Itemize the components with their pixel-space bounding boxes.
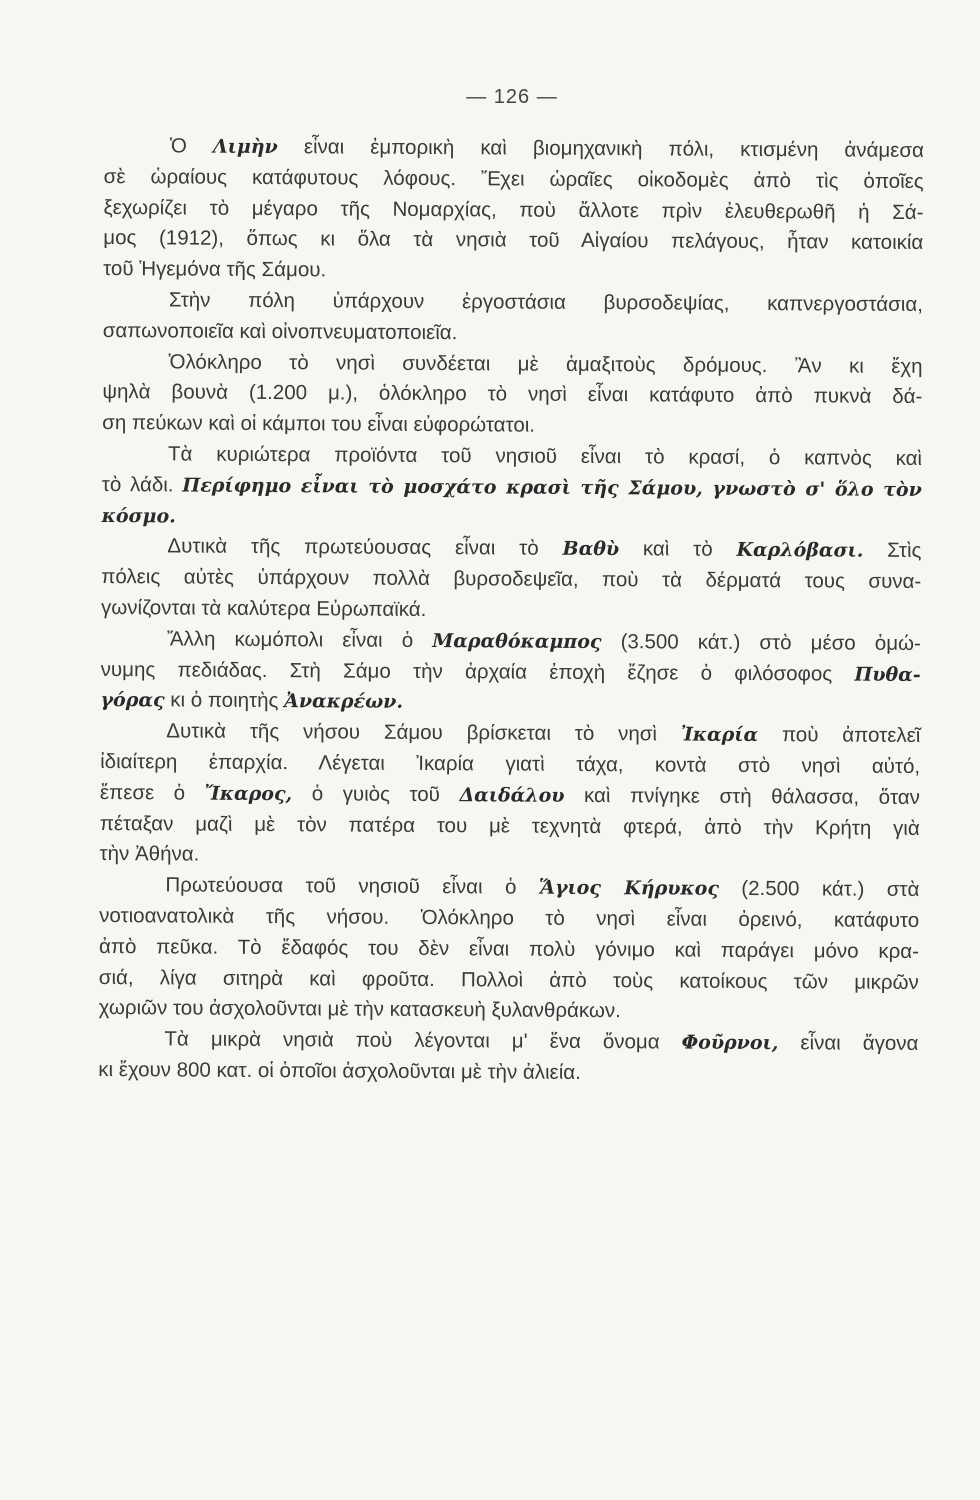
text-run: Δυτικὰ τῆς νήσου Σάμου βρίσκεται τὸ νησὶ xyxy=(166,719,681,746)
text-line xyxy=(101,655,921,691)
emphasized-name: Πυθα- xyxy=(854,663,921,686)
text-line xyxy=(103,193,923,229)
text-run: (2.500 κάτ.) στὰ xyxy=(718,876,920,902)
text-run: ἔπεσε ὁ xyxy=(99,780,205,805)
emphasized-name: Ἴκαρος, xyxy=(204,782,293,805)
text-line xyxy=(99,870,919,906)
text-run: εἶναι ἐμπορικὴ καὶ βιομηχανικὴ πόλι, κτισμένη ἀνάμεσα xyxy=(277,135,924,163)
text-line xyxy=(101,531,921,567)
text-run: τοῦ Ἡγεμόνα τῆς Σάμου. xyxy=(103,257,327,282)
emphasized-name: Ἰκαρία xyxy=(680,723,759,747)
text-line xyxy=(102,439,922,475)
text-run: χωριῶν του ἀσχολοῦνται μὲ τὴν κατασκευὴ ξυλανθράκων. xyxy=(98,996,621,1023)
text-line xyxy=(102,408,922,444)
text-line xyxy=(102,347,922,383)
text-run: σὲ ὡραίους κατάφυτους λόφους. Ἔχει ὡραῖες οἰκοδομὲς ἀπὸ τὶς ὁποῖες xyxy=(103,164,924,193)
text-run: μος (1912), ὅπως κι ὅλα τὰ νησιὰ τοῦ Αἰγαίου πελάγους, ἦταν κατοικία xyxy=(103,226,924,255)
emphasized-name: Ἀνακρέων. xyxy=(284,690,404,714)
text-line xyxy=(98,1024,918,1060)
text-line xyxy=(103,285,923,321)
emphasized-name: κόσμο. xyxy=(101,504,176,528)
text-run: σαπωνοποιεῖα καὶ οἰνοπνευματοποιεῖα. xyxy=(102,318,458,344)
text-line xyxy=(101,562,921,598)
text-line xyxy=(103,316,923,352)
text-run: Δυτικὰ τῆς πρωτεύουσας εἶναι τὸ xyxy=(167,534,563,561)
emphasized-name: Ἅγιος Κήρυκος xyxy=(538,876,719,900)
text-run: τὴν Ἀθήνα. xyxy=(99,842,200,866)
text-run: Τὰ κυριώτερα προϊόντα τοῦ νησιοῦ εἶναι τὸ κρασί, ὁ καπνὸς καὶ xyxy=(167,442,923,470)
text-run: πέταξαν μαζὶ μὲ τὸν πατέρα του μὲ τεχνητὰ φτερά, ἀπὸ τὴν Κρήτη γιὰ xyxy=(99,811,920,840)
text-run: ἰδιαίτερη ἐπαρχία. Λέγεται Ἰκαρία γιατὶ τάχα, κοντὰ στὸ νησὶ αὐτό, xyxy=(100,749,921,778)
text-run: καὶ τὸ xyxy=(619,537,737,562)
text-line xyxy=(102,470,922,506)
text-run: σιά, λίγα σιτηρὰ καὶ φροῦτα. Πολλοὶ ἀπὸ τοὺς κατοίκους τῶν μικρῶν xyxy=(98,965,919,994)
emphasized-name: Καρλόβασι. xyxy=(736,539,864,563)
text-run: καὶ πνίγηκε στὴ θάλασσα, ὅταν xyxy=(564,783,921,809)
text-line xyxy=(102,377,922,413)
text-run: νυμης πεδιάδας. Στὴ Σάμο τὴν ἀρχαία ἐποχὴ ἔζησε ὁ φιλόσοφος xyxy=(100,657,855,686)
emphasized-name: Μαραθόκαμπος xyxy=(432,629,602,653)
text-line xyxy=(103,254,923,290)
text-run: Πρωτεύουσα τοῦ νησιοῦ εἶναι ὁ xyxy=(165,873,539,899)
text-line xyxy=(101,593,921,629)
text-run: κι ὁ ποιητὴς xyxy=(164,688,285,713)
text-line xyxy=(100,809,920,845)
text-run: ση πεύκων καὶ οἱ κάμποι του εἶναι εὐφορώτατοι. xyxy=(102,411,536,437)
text-run: κι ἔχουν 800 κατ. οἱ ὁποῖοι ἀσχολοῦνται μὲ τὴν ἀλιεία. xyxy=(98,1057,581,1084)
text-line xyxy=(103,223,923,259)
text-line xyxy=(99,963,919,999)
text-line xyxy=(99,839,919,875)
text-run: Ἄλλη κωμόπολι εἶναι ὁ xyxy=(166,627,433,652)
emphasized-name: Δαιδάλου xyxy=(459,783,565,807)
emphasized-name: Βαθὺ xyxy=(562,538,620,561)
emphasized-name: Περίφημο εἶναι τὸ μοσχάτο κρασὶ τῆς Σάμου, γνωστὸ σ' ὅλο τὸν xyxy=(182,474,922,501)
text-run: Ὁλόκληρο τὸ νησὶ συνδέεται μὲ ἁμαξιτοὺς δρόμους. Ἂν κι ἔχη xyxy=(168,349,923,378)
text-line xyxy=(99,901,919,937)
text-run: ὁ γυιὸς τοῦ xyxy=(292,781,460,806)
text-line xyxy=(100,716,920,752)
text-run: εἶναι ἄγονα xyxy=(778,1031,919,1056)
page-number: — 126 — xyxy=(466,86,558,108)
text-run: Στὴν πόλη ὑπάρχουν ἐργοστάσια βυρσοδεψίας, καπνεργοστάσια, xyxy=(168,288,924,316)
emphasized-name: γόρας xyxy=(100,689,165,712)
text-line xyxy=(99,993,919,1029)
emphasized-name: Λιμὴν xyxy=(212,135,278,159)
text-line xyxy=(102,501,922,537)
emphasized-name: Φοῦρνοι, xyxy=(681,1031,779,1055)
text-line xyxy=(104,162,924,198)
text-run: ψηλὰ βουνὰ (1.200 μ.), ὁλόκληρο τὸ νησὶ εἶναι κατάφυτο ἀπὸ πυκνὰ δά- xyxy=(102,380,923,409)
text-line xyxy=(104,131,924,167)
text-run: πόλεις αὐτὲς ὑπάρχουν πολλὰ βυρσοδεψεῖα, ποὺ τὰ δέρματά τους συνα- xyxy=(101,565,922,594)
text-run: ξεχωρίζει τὸ μέγαρο τῆς Νομαρχίας, ποὺ ἄλλοτε πρὶν ἐλευθερωθῆ ἡ Σά- xyxy=(103,195,924,224)
text-line xyxy=(100,685,920,721)
text-run: τὸ λάδι. xyxy=(101,472,183,497)
text-run: Ὁ xyxy=(169,134,214,158)
text-run: ποὺ ἀποτελεῖ xyxy=(758,723,921,748)
text-line xyxy=(101,624,921,660)
text-run: γωνίζονται τὰ καλύτερα Εὐρωπαϊκά. xyxy=(101,595,427,621)
text-run: Τὰ μικρὰ νησιὰ ποὺ λέγονται μ' ἕνα ὄνομα xyxy=(164,1027,682,1054)
text-run: ἀπὸ πεῦκα. Τὸ ἔδαφός του δὲν εἶναι πολὺ γόνιμο καὶ παράγει μόνο κρα- xyxy=(98,934,920,963)
text-line xyxy=(98,1055,918,1091)
text-line xyxy=(99,932,919,968)
body-text xyxy=(98,131,924,1091)
text-line xyxy=(100,747,920,783)
text-run: Στὶς xyxy=(863,539,922,563)
text-run: νοτιοανατολικὰ τῆς νήσου. Ὁλόκληρο τὸ νησὶ εἶναι ὀρεινό, κατάφυτο xyxy=(99,903,920,932)
text-line xyxy=(100,778,920,814)
text-run: (3.500 κάτ.) στὸ μέσο ὁμώ- xyxy=(601,629,921,655)
